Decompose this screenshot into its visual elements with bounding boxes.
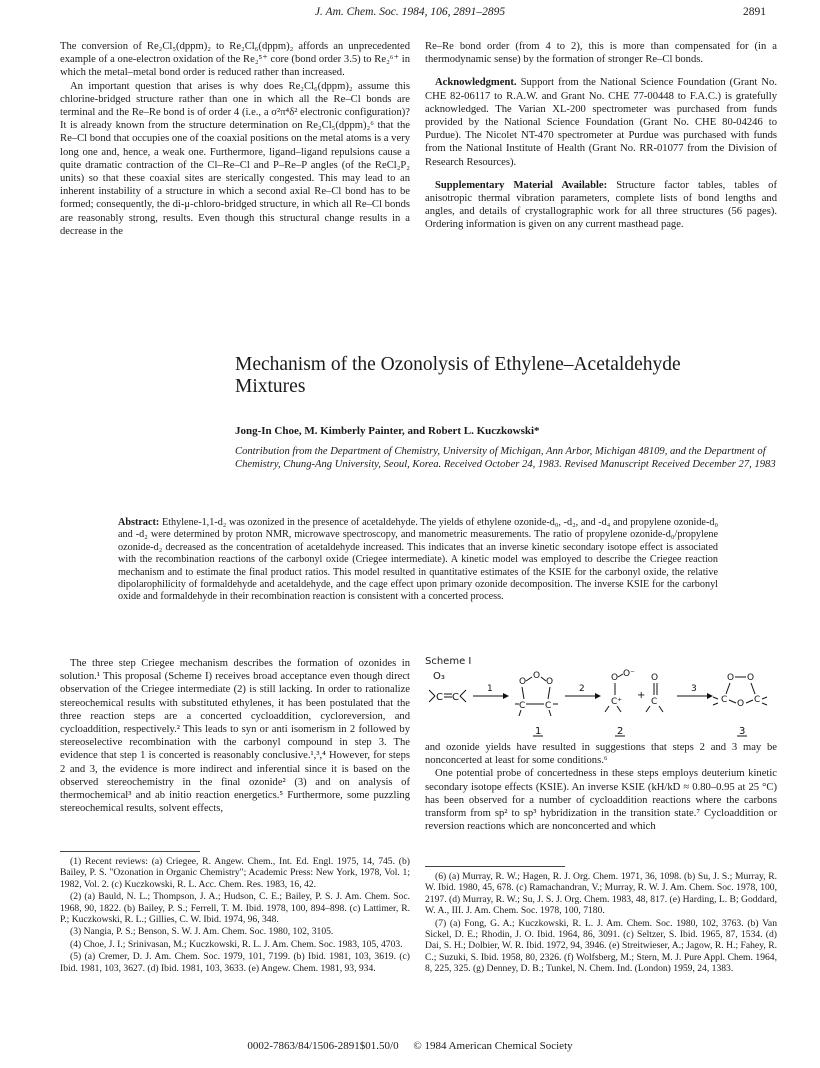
abstract-text: Ethylene-1,1-d₂ was ozonized in the presence of acetaldehyde. The yields of ethylene ozonide-d₀, -d₂, and -d₄ and propylene ozonide-d₀ and -d₂ were determined by proton NMR, microwave spectroscopy, and manometric measurements. The ratio of propylene ozonide-d₀/propylene ozonide-d₂ decreased as the concentration of acetaldehyde increased. This indicates that an inverse kinetic secondary isotope effect is associated with the recombination reactions of the carbonyl oxide (Criegee intermediate). A kinetic model was employed to describe the Criegee reaction mechanism and to estimate the final product ratios. This model resulted in quantitative estimates of the KSIE for the carbonyl oxide, the relative dipolarophilicity of formaldehyde and acetaldehyde, and the cage effect upon primary ozonide decomposition. The inverse KSIE for the carbonyl oxide and formaldehyde in their recombination reaction is consistent with a concerted process. (118, 517, 718, 603)
svg-text:O⁻: O⁻ (623, 669, 635, 679)
footnote-2: (2) (a) Bauld, N. L.; Thompson, J. A.; Hudson, C. E.; Bailey, P. S. J. Am. Chem. Soc. 1968, 90, 1822. (b) Bailey, P. S.; Ferrell, T. M. Ibid. 1978, 100, 894–898. (c) Lattimer, R. P.; Kuczkowski, R. L.; Gillies, C. W. Ibid. 1974, 96, 348. (60, 891, 410, 926)
prev-right-paragraph: Re–Re bond order (from 4 to 2), this is more than compensated for (in a thermodynamic sense) by the formation of stronger Re–Cl bonds. (425, 41, 777, 66)
ack-text: Support from the National Science Foundation (Grant No. CHE 82-06117 to R.A.W. and Grant No. CHE 77-00448 to F.A.C.) is gratefully acknowledged. The Varian XL-200 spectrometer was purchased from funds provided by the National Science Foundation (Grant No. CHE 80-04246 to Purdue). The Nicolet NT-470 spectrometer at Purdue was purchased with funds from the National Institute of Health (Grant No. RR-01077 from the Division of Research Resources). (425, 77, 777, 168)
body-left-column (60, 657, 410, 815)
footnotes-right (425, 871, 777, 976)
article-title: Mechanism of the Ozonolysis of Ethylene–Acetaldehyde Mixtures (235, 354, 681, 397)
svg-text:C: C (721, 695, 728, 705)
prev-article-left-column (60, 40, 410, 238)
svg-text:C: C (754, 695, 761, 705)
footnote-3: (3) Nangia, P. S.; Benson, S. W. J. Am. Chem. Soc. 1980, 102, 3105. (70, 926, 334, 938)
ack-label: Acknowledgment. (435, 77, 517, 89)
svg-text:C: C (545, 701, 552, 711)
prev-article-right-column (425, 40, 777, 232)
svg-text:O: O (737, 699, 745, 709)
abstract (118, 517, 718, 604)
svg-text:O: O (546, 677, 554, 687)
body-paragraph-1: The three step Criegee mechanism describes the formation of ozonides in solution.¹ This proposal (Scheme I) receives broad acceptance even though direct observation of the Criegee intermediate (2) is still lacking. In order to rationalize stereochemical results with substituted ethylenes, it has been postulated that the three reaction steps are a concerted cycloaddition, cycloreversion, and cycloaddition, respectively.² This leads to syn or anti isomerism in 2 followed by stereoselective recombination with the carbonyl compound in step 3. The evidence that step 1 is concerted is reasonably conclusive.¹,³,⁴ However, for steps 2 and 3, the evidence is more indirect and inferential since it is based on the observed stereochemistry in the final ozonide² (3) and on analysis of thermochemical³ and ab initio reaction energetics.⁵ Furthermore, some puzzling stereochemical results, solvent effects, (60, 658, 410, 815)
svg-text:C⁺: C⁺ (611, 697, 623, 707)
svg-text:O: O (747, 673, 755, 683)
footnote-1: (1) Recent reviews: (a) Criegee, R. Angew. Chem., Int. Ed. Engl. 1975, 14, 745. (b) Bailey, P. S. "Ozonation in Organic Chemistry"; Academic Press: New York, 1978, Vol. 1; 1982, Vol. 2. (c) Kuczkowski, R. L. Acc. Chem. Res. 1983, 16, 42. (60, 856, 410, 890)
footnote-5: (5) (a) Cremer, D. J. Am. Chem. Soc. 1979, 101, 7199. (b) Ibid. 1981, 103, 3619. (c) Ibid. 1981, 103, 3627. (d) Ibid. 1981, 103, 3633. (e) Angew. Chem. 1981, 93, 934. (60, 951, 410, 974)
supplementary-material (425, 179, 777, 232)
body-right-column (425, 741, 777, 833)
prev-paragraph-1: The conversion of Re₂Cl₅(dppm)₂ to Re₂Cl₆(dppm)₂ affords an unprecedented example of a one-electron oxidation of the Re₂⁵⁺ core (bond order 3.5) to Re₂⁶⁺ in which the metal–metal bond order is reduced rather than increased. (60, 41, 410, 79)
scheme-step-2: 2 (579, 684, 585, 694)
scheme-step-3: 3 (691, 684, 697, 694)
compound-number-1: 1 (535, 726, 542, 737)
svg-text:O: O (519, 677, 527, 687)
page-footer (0, 1040, 820, 1052)
article-contribution: Contribution from the Department of Chemistry, University of Michigan, Ann Arbor, Michigan 48109, and the Department of Chemistry, Chung-Ang University, Seoul, Korea. Received October 24, 1983. Revised Manuscript Received December 27, 1983 (235, 446, 776, 471)
svg-text:C: C (519, 701, 526, 711)
body-right-paragraph-2: One potential probe of concertedness in these steps employs deuterium kinetic secondary isotope effects (KSIE). An inverse KSIE (kH/kD ≈ 0.80–0.95 at 25 °C) has been observed for a number of cycloaddition reactions where the carbons transform from sp² to sp³ hybridization in the transition state.⁷ Cycloaddition or reversion reactions which are nonconcerted and which (425, 768, 777, 833)
scheme-label: Scheme I (425, 656, 472, 667)
scheme-step-1: 1 (487, 684, 493, 694)
running-header (0, 6, 820, 26)
compound-number-3: 3 (739, 726, 746, 737)
footnote-7: (7) (a) Fong, G. A.; Kuczkowski, R. L. J. Am. Chem. Soc. 1980, 102, 3763. (b) Van Sickel, D. E.; Rhodin, J. O. Ibid. 1964, 86, 3091. (c) Seltzer, S. Ibid. 1965, 87, 1534. (d) Dai, S. H.; Dolbier, W. R. Ibid. 1972, 94, 3946. (e) Streitwieser, A.; Jagow, R. H.; Fahey, R. C.; Suzuki, S. Ibid. 1958, 80, 2326. (f) Wolfsberg, M.; Stern, M. J. Pure Appl. Chem. 1964, 8, 225, 325. (g) Denney, D. B.; Tunkel, N. Chem. Ind. (London) 1959, 24, 1383. (425, 917, 777, 975)
svg-text:+: + (637, 690, 646, 701)
svg-text:O: O (651, 673, 659, 683)
scheme-diagram (425, 668, 780, 738)
acknowledgment (425, 76, 777, 168)
svg-text:O: O (727, 673, 735, 683)
scheme-reagent: O₃ (433, 671, 445, 682)
journal-reference: J. Am. Chem. Soc. 1984, 106, 2891–2895 (314, 6, 506, 18)
footer-code: 0002-7863/84/1506-2891$01.50/0 (247, 1040, 399, 1052)
footnote-4: (4) Choe, J. I.; Srinivasan, M.; Kuczkowski, R. L. J. Am. Chem. Soc. 1983, 105, 4703. (70, 938, 403, 950)
compound-number-2: 2 (617, 726, 624, 737)
svg-text:O: O (533, 671, 541, 681)
footnote-rule-right (425, 866, 565, 867)
footer-copyright: © 1984 American Chemical Society (413, 1040, 573, 1052)
svg-text:O: O (611, 673, 619, 683)
svg-text:C: C (452, 692, 459, 703)
abstract-label: Abstract: (118, 517, 160, 528)
supp-text: Structure factor tables, tables of anisotropic thermal vibration parameters, complete lists of bond lengths and angles, and details of crystallographic work for all three structures (56 pages). Ordering information is given on any current masthead page. (425, 179, 777, 231)
supp-label: Supplementary Material Available: (435, 179, 608, 191)
page-number: 2891 (743, 6, 766, 18)
article-authors: Jong-In Choe, M. Kimberly Painter, and Robert L. Kuczkowski* (235, 425, 540, 437)
svg-text:C: C (651, 697, 658, 707)
body-right-paragraph-1: and ozonide yields have resulted in suggestions that steps 2 and 3 may be nonconcerted at least for some conditions.⁶ (425, 742, 777, 767)
prev-paragraph-2: An important question that arises is why does Re₂Cl₆(dppm)₂ assume this chlorine-bridged structure rather than one in which all the Re–Cl bonds are terminal and the Re–Re bond is of order 4 (i.e., a σ²π⁴δ² electronic configuration)? It is already known from the structure determination on Re₂Cl₅(dppm)₂⁶ that the Re–Cl bond that occupies one of the coaxial positions on the metal atoms is a very long one and, hence, a weak one. Furthermore, ligand–ligand repulsions cause a quite dramatic contraction of the Cl–Re–Cl and P–Re–P angles (of the ReCl₂P₂ units) so that these coaxial sites are sterically congested. This may lead to an inherent instability of a structure in which a second axial Re–Cl bond has to be formed; consequently, the di-μ-chloro-bridged structure, in which all Re–Cl bonds are reasonably strong, results. Even though this structural change results in a decrease in the (60, 80, 410, 237)
footnote-rule-left (60, 851, 200, 852)
footnotes-left (60, 856, 410, 975)
svg-text:C: C (436, 692, 443, 703)
footnote-6: (6) (a) Murray, R. W.; Hagen, R. J. Org. Chem. 1971, 36, 1098. (b) Su, J. S.; Murray, R. W. Ibid. 1980, 45, 678. (c) Ramachandran, V.; Murray, R. W. J. Am. Chem. Soc. 1978, 100, 2197. (d) Murray, R. W.; Su, J. S. J. Org. Chem. 1983, 48, 817. (e) Harding, L. B; Goddard, W. A., III. J. Am. Chem. Soc. 1978, 100, 7180. (425, 871, 777, 917)
